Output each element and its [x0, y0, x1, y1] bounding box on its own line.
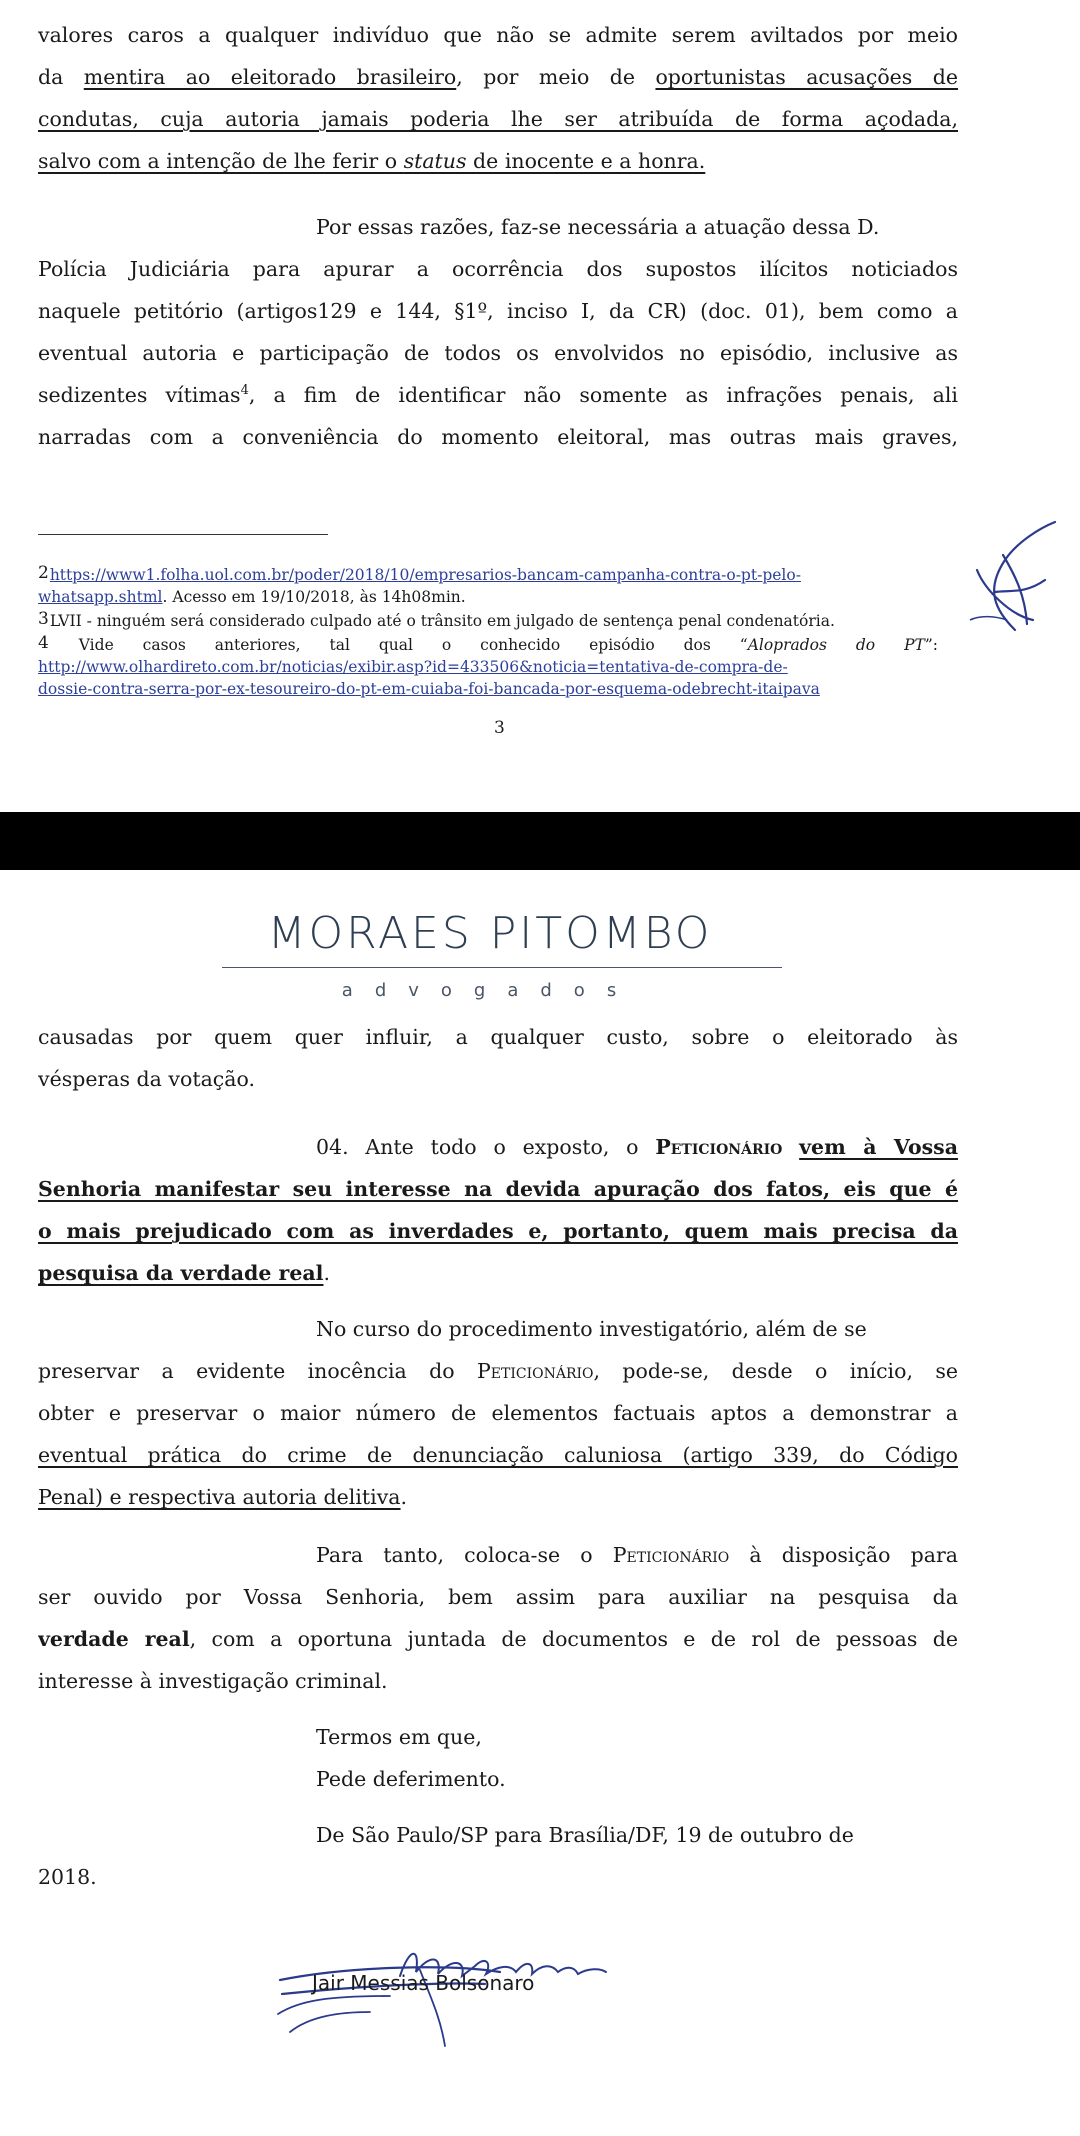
paragraph-availability [38, 1534, 958, 1702]
text-line: narradas com a conveniência do momento eleitoral, mas outras mais graves, [38, 425, 958, 449]
page-4 [0, 870, 1080, 2136]
footnote-link[interactable]: dossie-contra-serra-por-ex-tesoureiro-do-pt-em-cuiaba-foi-bancada-por-esquema-odebrecht-itaipava [38, 680, 820, 698]
date-line: 2018. [38, 1865, 97, 1889]
paragraph-continuation [38, 1016, 958, 1100]
handwritten-signature [270, 1936, 670, 2056]
closing [38, 1716, 958, 1800]
text-line: preservar a evidente inocência do Peticionário, pode-se, desde o início, se [38, 1359, 958, 1383]
text-line: eventual prática do crime de denunciação caluniosa (artigo 339, do Código [38, 1443, 958, 1467]
footnote-link[interactable]: whatsapp.shtml [38, 588, 163, 606]
page-3 [0, 0, 1080, 812]
footnote-2-cont: whatsapp.shtml. Acesso em 19/10/2018, às 14h08min. [38, 588, 466, 606]
text-line: Penal) e respectiva autoria delitiva. [38, 1485, 408, 1509]
text-line: pesquisa da verdade real. [38, 1261, 330, 1285]
page-number: 3 [494, 718, 505, 738]
letterhead-rule [222, 967, 782, 968]
text-line: valores caros a qualquer indivíduo que não se admite serem aviltados por meio [38, 23, 958, 47]
page-separator-band [0, 812, 1080, 870]
text-line: Por essas razões, faz-se necessária a atuação dessa D. [316, 215, 880, 239]
footnote-4-link-cont [38, 678, 938, 700]
text-line: 04. Ante todo o exposto, o Peticionário vem à Vossa [316, 1135, 958, 1159]
footnote-3: 3LVII - ninguém será considerado culpado até o trânsito em julgado de sentença penal condenatória. [38, 609, 835, 630]
text-line: condutas, cuja autoria jamais poderia lhe ser atribuída de forma açodada, [38, 107, 958, 131]
place-and-date [38, 1814, 958, 1898]
footnote-link[interactable]: http://www.olhardireto.com.br/noticias/exibir.asp?id=433506&noticia=tentativa-de-compra-de- [38, 658, 788, 676]
paragraph-investigation [38, 1308, 958, 1518]
text-line: obter e preservar o maior número de elementos factuais aptos a demonstrar a [38, 1401, 958, 1425]
text-line: verdade real, com a oportuna juntada de documentos e de rol de pessoas de [38, 1627, 958, 1651]
text-line: vésperas da votação. [38, 1067, 255, 1091]
footnote-4-link [38, 656, 938, 678]
footnote-4: 4 Vide casos anteriores, tal qual o conhecido episódio dos “Aloprados do PT”: [38, 633, 938, 654]
letterhead-subtitle: advogados [341, 980, 639, 1001]
text-line: da mentira ao eleitorado brasileiro, por meio de oportunistas acusações de [38, 65, 958, 89]
footnote-link[interactable]: https://www1.folha.uol.com.br/poder/2018/10/empresarios-bancam-campanha-contra-o-pt-pelo- [49, 566, 801, 584]
text-line: sedizentes vítimas$^4$, a fim de identificar não somente as infrações penais, ali [38, 383, 958, 407]
text-line: causadas por quem quer influir, a qualquer custo, sobre o eleitorado às [38, 1025, 958, 1049]
closing-line: Pede deferimento. [316, 1767, 506, 1791]
letterhead-firm-name: MORAES PITOMBO [267, 908, 713, 959]
footnote-ref[interactable]: 4 [240, 383, 249, 398]
margin-initials-signature [955, 520, 1065, 640]
text-line: No curso do procedimento investigatório, além de se [316, 1317, 867, 1341]
text-line: salvo com a intenção de lhe ferir o status de inocente e a honra. [38, 149, 706, 173]
text-line: ser ouvido por Vossa Senhoria, bem assim para auxiliar na pesquisa da [38, 1585, 958, 1609]
text-line: Senhoria manifestar seu interesse na devida apuração dos fatos, eis que é [38, 1177, 958, 1201]
paragraph-values [38, 14, 958, 182]
footnote-divider [38, 534, 328, 535]
text-line: Polícia Judiciária para apurar a ocorrência dos supostos ilícitos noticiados [38, 257, 958, 281]
paragraph-04 [38, 1126, 958, 1294]
footnote-2: 2https://www1.folha.uol.com.br/poder/2018/10/empresarios-bancam-campanha-contra-o-pt-pelo- [38, 563, 801, 584]
paragraph-reasons [38, 206, 958, 458]
text-line: eventual autoria e participação de todos os envolvidos no episódio, inclusive as [38, 341, 958, 365]
text-line: interesse à investigação criminal. [38, 1669, 388, 1693]
closing-line: Termos em que, [316, 1725, 482, 1749]
footnotes [38, 562, 938, 700]
signer-name: Jair Messias Bolsonaro [312, 1971, 535, 1995]
date-line: De São Paulo/SP para Brasília/DF, 19 de outubro de [316, 1823, 854, 1847]
text-line: o mais prejudicado com as inverdades e, portanto, quem mais precisa da [38, 1219, 958, 1243]
text-line: Para tanto, coloca-se o Peticionário à disposição para [316, 1543, 958, 1567]
text-line: naquele petitório (artigos129 e 144, §1º, inciso I, da CR) (doc. 01), bem como a [38, 299, 958, 323]
